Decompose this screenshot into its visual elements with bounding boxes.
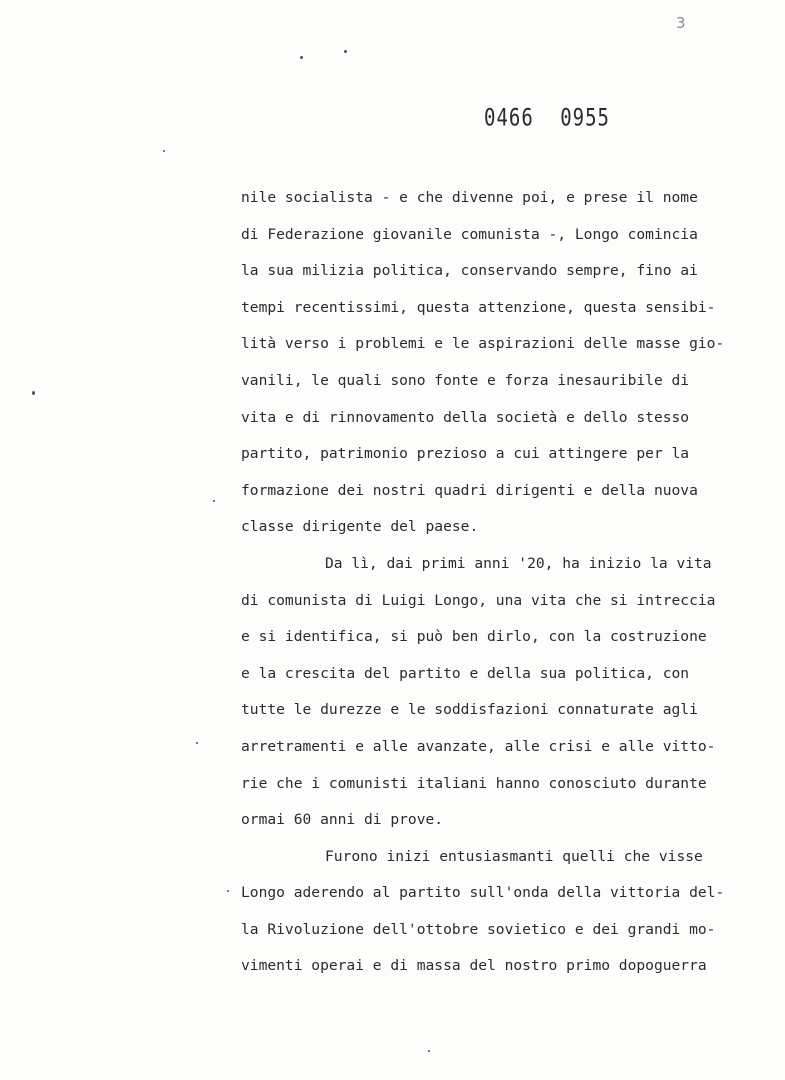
text-line: vanili, le quali sono fonte e forza inesauribile di [241,371,690,389]
text-line: e la crescita del partito e della sua politica, con [241,664,690,682]
text-line: ormai 60 anni di prove. [241,811,444,829]
text-line: lità verso i problemi e le aspirazioni delle masse gio- [241,335,725,353]
text-line: la Rivoluzione dell'ottobre sovietico e dei grandi mo- [241,920,716,938]
text-line: Longo aderendo al partito sull'onda della vittoria del- [241,884,725,902]
text-line: classe dirigente del paese. [241,518,479,536]
text-line: Da lì, dai primi anni '20, ha inizio la vita [325,554,712,572]
scan-speck [227,890,229,892]
text-line: Furono inizi entusiasmanti quelli che visse [325,847,703,865]
text-line: partito, patrimonio prezioso a cui attingere per la [241,445,690,463]
text-line: e si identifica, si può ben dirlo, con la costruzione [241,628,707,646]
corner-page-number: 3 [676,14,686,32]
body-text [241,187,771,992]
text-line: rie che i comunisti italiani hanno conosciuto durante [241,774,707,792]
archive-number: 0466 0955 [484,104,610,132]
scan-speck [428,1050,430,1052]
text-line: di comunista di Luigi Longo, una vita che si intreccia [241,591,716,609]
scan-speck [163,150,165,152]
text-line: la sua milizia politica, conservando sempre, fino ai [241,262,698,280]
scan-speck [300,56,303,59]
text-line: nile socialista - e che divenne poi, e prese il nome [241,189,698,206]
text-line: arretramenti e alle avanzate, alle crisi e alle vitto- [241,737,716,755]
text-line: tutte le durezze e le soddisfazioni connaturate agli [241,701,698,719]
scan-speck [32,391,35,395]
text-line: di Federazione giovanile comunista -, Longo comincia [241,225,698,243]
scan-speck [213,500,215,502]
text-line: formazione dei nostri quadri dirigenti e della nuova [241,481,698,499]
text-line: vimenti operai e di massa del nostro primo dopoguerra [241,957,707,975]
text-line: tempi recentissimi, questa attenzione, questa sensibi- [241,298,716,316]
scan-speck [196,742,198,744]
scan-speck [344,50,347,53]
text-line: vita e di rinnovamento della società e dello stesso [241,408,690,426]
